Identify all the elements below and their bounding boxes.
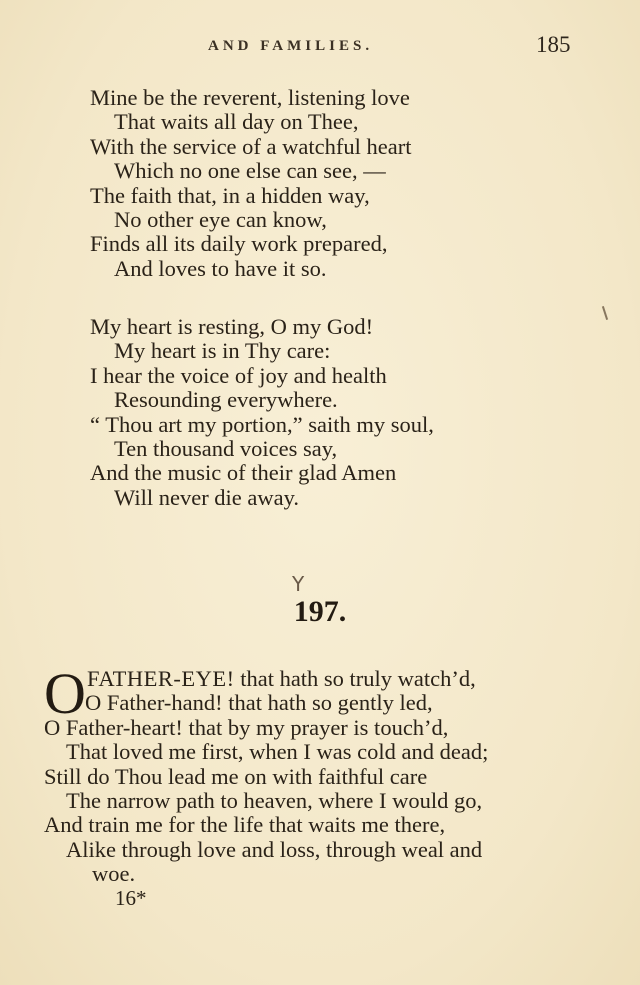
verse-line: Will never die away. [114, 484, 300, 510]
verse-line: That loved me first, when I was cold and dead; [66, 739, 489, 765]
margin-pencil-tick [602, 306, 608, 320]
verse-line: Which no one else can see, — [114, 158, 386, 184]
verse-line: Still do Thou lead me on with faithful care [44, 763, 428, 789]
verse-line: With the service of a watchful heart [90, 133, 412, 159]
verse-line: My heart is resting, O my God! [90, 314, 374, 339]
verse-line: The faith that, in a hidden way, [90, 182, 370, 208]
verse-line: And loves to have it so. [114, 255, 327, 281]
verse-line: Mine be the reverent, listening love [90, 85, 410, 110]
verse-line: O Father-hand! that hath so gently led, [85, 690, 433, 716]
verse-line: And the music of their glad Amen [90, 460, 397, 486]
stanza-2 [90, 315, 434, 510]
pencil-annotation: Y [292, 572, 305, 596]
running-head: AND FAMILIES. [208, 38, 374, 54]
hymn-number: 197. [293, 595, 347, 628]
verse-line: And train me for the life that waits me there, [44, 812, 446, 838]
hymn-first-line-rest: that hath so truly watch’d, [234, 666, 476, 691]
verse-line: Alike through love and loss, through weal and [66, 836, 483, 862]
verse-line: woe. [92, 861, 136, 887]
verse-line: The narrow path to heaven, where I would go, [66, 788, 483, 814]
verse-line: Ten thousand voices say, [114, 436, 338, 462]
verse-line: My heart is in Thy care: [114, 338, 331, 364]
verse-line: No other eye can know, [114, 207, 327, 233]
stanza-1 [90, 86, 411, 281]
verse-line: O Father-heart! that by my prayer is touch’d, [44, 714, 449, 740]
verse-line: Finds all its daily work prepared, [90, 231, 388, 257]
hymn-first-words: FATHER-EYE! [87, 666, 235, 691]
drop-cap: O [44, 661, 86, 726]
verse-line: “ Thou art my portion,” saith my soul, [90, 411, 434, 437]
verse-line: Resounding everywhere. [114, 387, 338, 413]
verse-line [44, 667, 488, 691]
signature-mark: 16* [115, 886, 147, 910]
verse-line: I hear the voice of joy and health [90, 362, 387, 388]
verse-line: That waits all day on Thee, [114, 109, 359, 135]
hymn-197-text [44, 661, 489, 887]
page-number: 185 [536, 32, 571, 57]
